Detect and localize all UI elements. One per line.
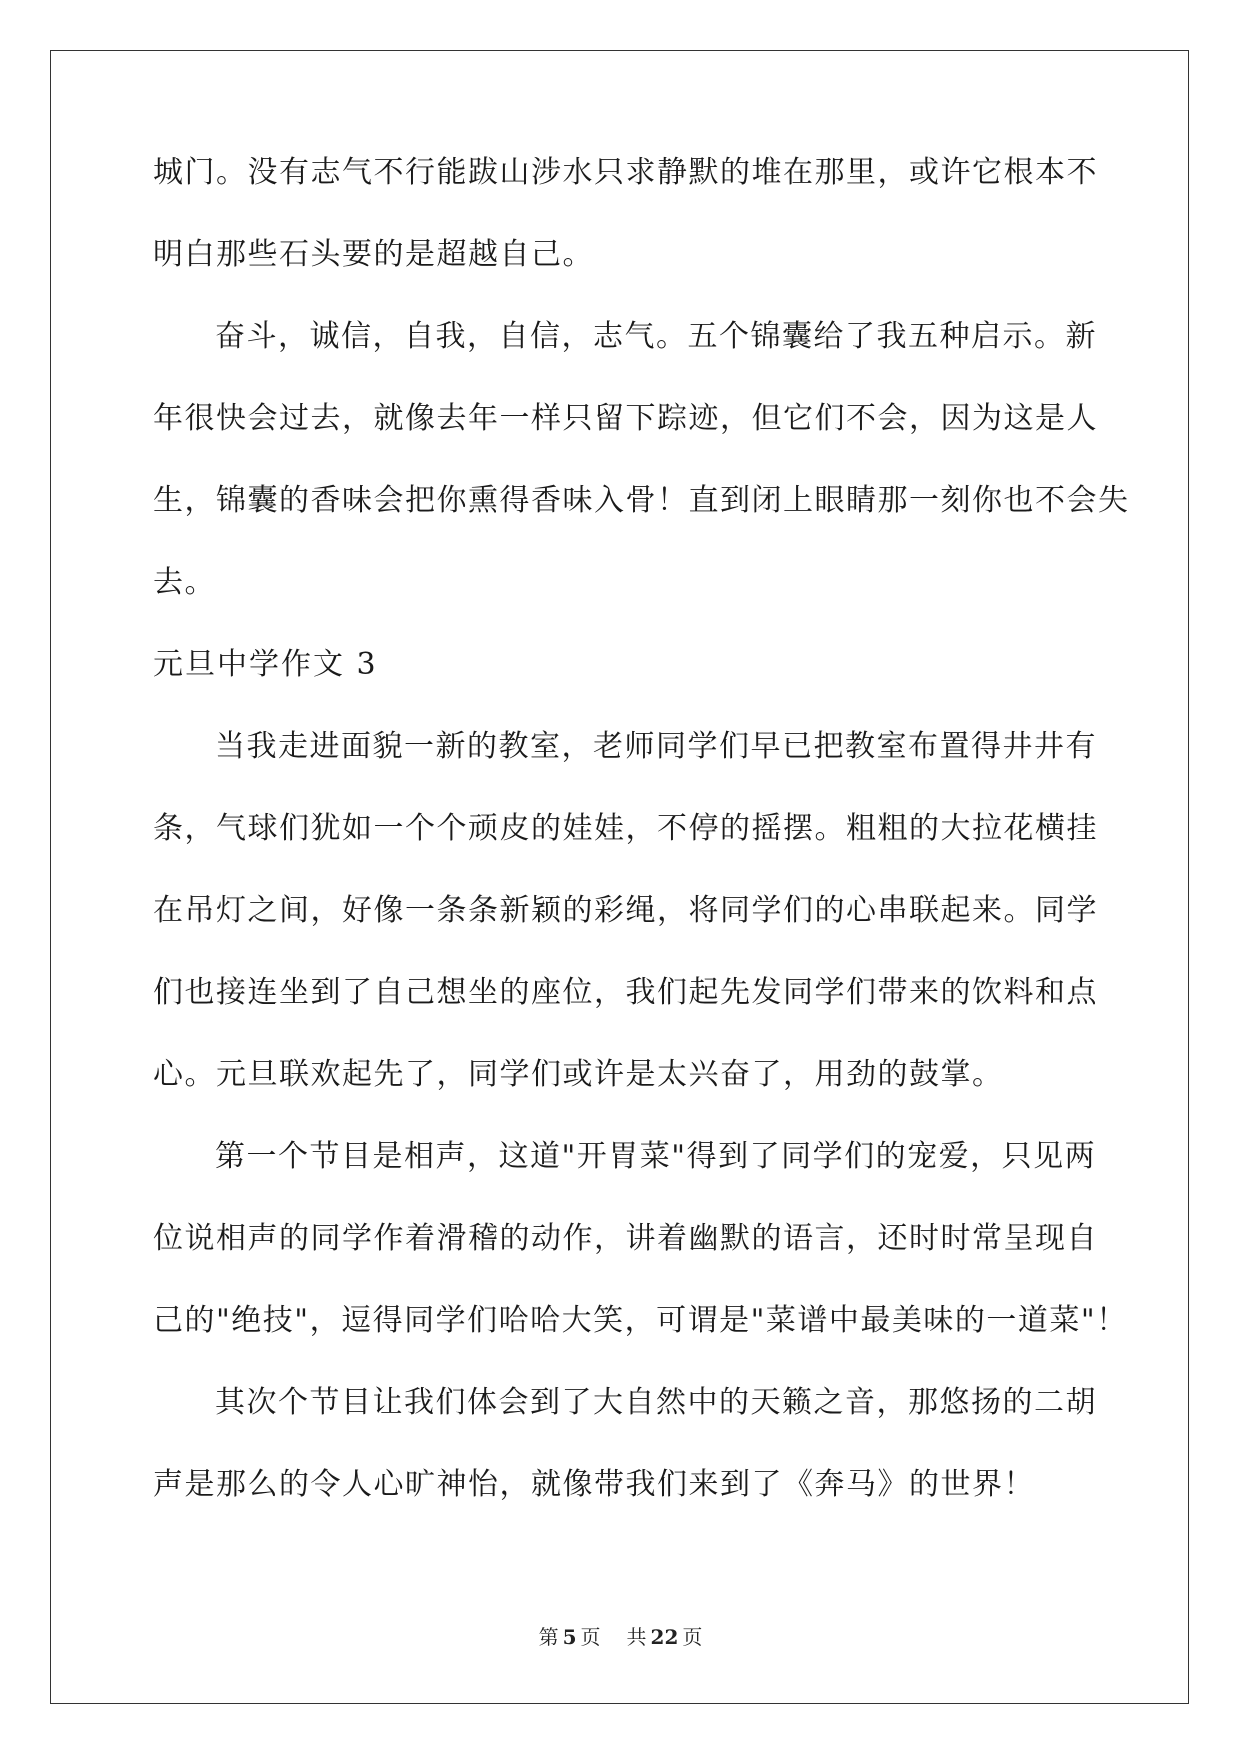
page-prefix: 第	[538, 1625, 559, 1649]
section-heading: 元旦中学作文 3	[153, 647, 378, 682]
paragraph-line: 当我走进面貌一新的教室，老师同学们早已把教室布置得井井有	[215, 729, 1097, 764]
document-body	[153, 155, 1130, 1552]
paragraph-line: 声是那么的令人心旷神怡，就像带我们来到了《奔马》的世界！	[153, 1467, 1035, 1502]
total-prefix: 共	[626, 1625, 647, 1649]
paragraph-line: 其次个节目让我们体会到了大自然中的天籁之音，那悠扬的二胡	[215, 1385, 1097, 1420]
paragraph-line: 城门。没有志气不行能跋山涉水只求静默的堆在那里，或许它根本不	[153, 155, 1098, 190]
paragraph-line: 奋斗，诚信，自我，自信，志气。五个锦囊给了我五种启示。新	[215, 319, 1097, 354]
page-number: 5	[562, 1625, 577, 1649]
total-suffix: 页	[682, 1625, 703, 1649]
page-footer	[0, 1621, 1241, 1650]
paragraph-line: 生，锦囊的香味会把你熏得香味入骨！直到闭上眼睛那一刻你也不会失	[153, 483, 1130, 518]
paragraph-line: 条，气球们犹如一个个顽皮的娃娃，不停的摇摆。粗粗的大拉花横挂	[153, 811, 1098, 846]
paragraph-line: 己的"绝技"，逗得同学们哈哈大笑，可谓是"菜谱中最美味的一道菜"！	[153, 1303, 1128, 1338]
paragraph-line: 心。元旦联欢起先了，同学们或许是太兴奋了，用劲的鼓掌。	[153, 1057, 1004, 1092]
paragraph-line: 去。	[153, 565, 216, 600]
paragraph-line: 在吊灯之间，好像一条条新颖的彩绳，将同学们的心串联起来。同学	[153, 893, 1098, 928]
page-suffix: 页	[580, 1625, 601, 1649]
paragraph-line: 第一个节目是相声，这道"开胃菜"得到了同学们的宠爱，只见两	[215, 1139, 1097, 1174]
paragraph-line: 们也接连坐到了自己想坐的座位，我们起先发同学们带来的饮料和点	[153, 975, 1098, 1010]
paragraph-line: 明白那些石头要的是超越自己。	[153, 237, 594, 272]
paragraph-line: 位说相声的同学作着滑稽的动作，讲着幽默的语言，还时时常呈现自	[153, 1221, 1098, 1256]
total-pages: 22	[650, 1625, 679, 1649]
paragraph-line: 年很快会过去，就像去年一样只留下踪迹，但它们不会，因为这是人	[153, 401, 1098, 436]
